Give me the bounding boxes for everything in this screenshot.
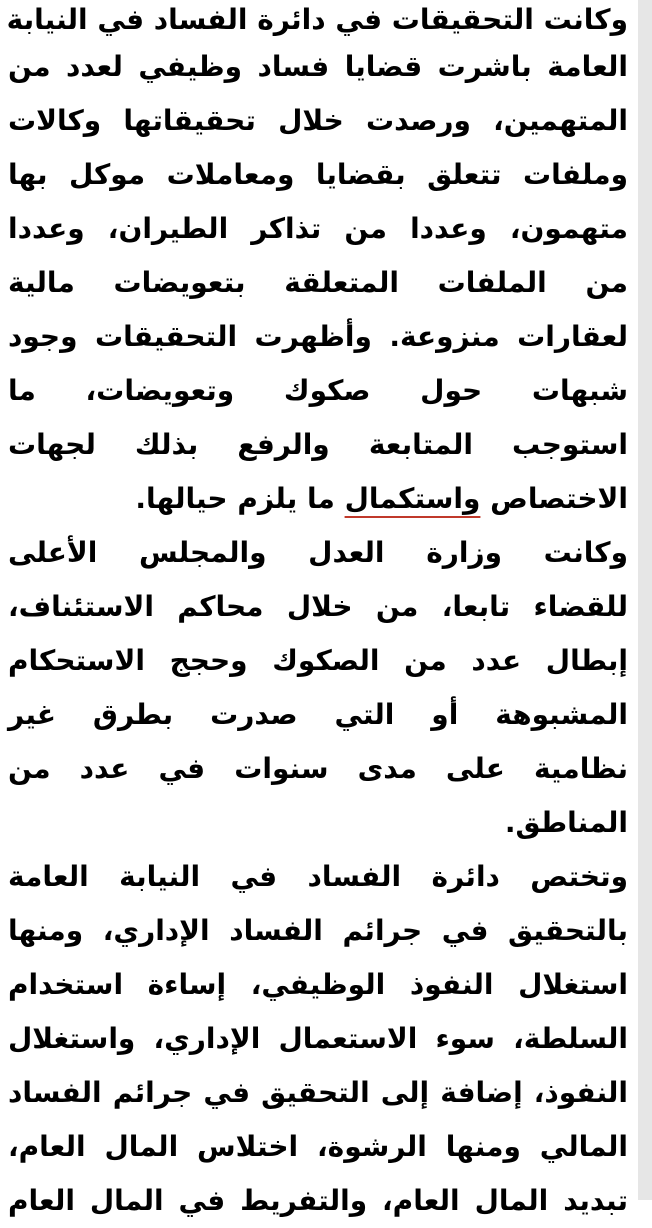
- text-line: متهمون، وعددا من تذاكر الطيران، وعددا: [8, 212, 628, 245]
- text-line: السلطة، سوء الاستعمال الإداري، واستغلال: [8, 1022, 628, 1055]
- scrollbar-track[interactable]: [638, 0, 652, 1200]
- paragraph-1: [8, 0, 628, 526]
- text-segment: الاختصاص: [480, 482, 628, 515]
- text-line: المتهمين، ورصدت خلال تحقيقاتها وكالات: [8, 104, 628, 137]
- text-line: المناطق.: [504, 806, 628, 839]
- text-line: [8, 472, 628, 526]
- text-line: النفوذ، إضافة إلى التحقيق في جرائم الفساد: [8, 1076, 628, 1109]
- paragraph-3: [8, 850, 628, 1228]
- text-line: استغلال النفوذ الوظيفي، إساءة استخدام: [8, 968, 628, 1001]
- text-line: إبطال عدد من الصكوك وحجج الاستحكام: [8, 644, 628, 677]
- text-line: وكانت وزارة العدل والمجلس الأعلى: [8, 536, 628, 569]
- text-line: وكانت التحقيقات في دائرة الفساد في النيابة: [6, 3, 628, 36]
- text-line: تبديد المال العام، والتفريط في المال العام: [8, 1184, 628, 1217]
- text-line: نظامية على مدى سنوات في عدد من: [8, 752, 628, 785]
- text-line: للقضاء تابعا، من خلال محاكم الاستئناف،: [8, 590, 628, 623]
- spellcheck-marked-word[interactable]: واستكمال: [344, 482, 481, 515]
- text-line: المشبوهة أو التي صدرت بطرق غير: [8, 698, 628, 731]
- text-line: استوجب المتابعة والرفع بذلك لجهات: [8, 428, 628, 461]
- text-line: وتختص دائرة الفساد في النيابة العامة: [8, 860, 628, 893]
- text-line: لعقارات منزوعة. وأظهرت التحقيقات وجود: [8, 320, 628, 353]
- text-line: العامة باشرت قضايا فساد وظيفي لعدد من: [8, 50, 628, 83]
- paragraph-2: [8, 526, 628, 850]
- text-segment: ما يلزم حيالها.: [135, 482, 345, 515]
- text-line: من الملفات المتعلقة بتعويضات مالية: [8, 266, 628, 299]
- text-line: بالتحقيق في جرائم الفساد الإداري، ومنها: [8, 914, 628, 947]
- text-line: وملفات تتعلق بقضايا ومعاملات موكل بها: [8, 158, 628, 191]
- text-line: شبهات حول صكوك وتعويضات، ما: [8, 374, 628, 407]
- text-line: المالي ومنها الرشوة، اختلاس المال العام،: [8, 1130, 628, 1163]
- article-text: [8, 0, 628, 1228]
